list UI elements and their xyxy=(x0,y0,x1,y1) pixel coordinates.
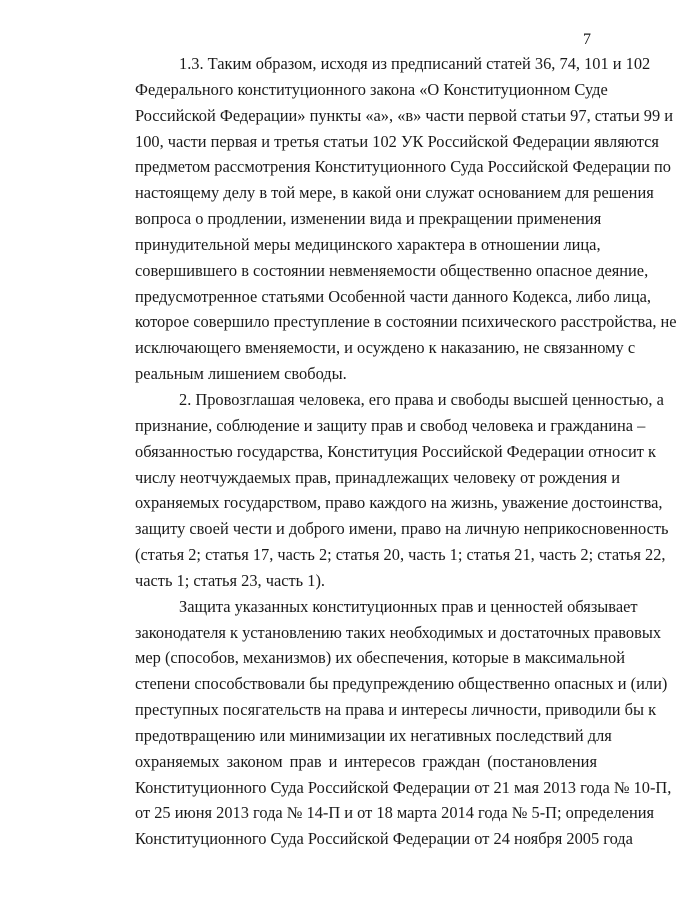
paragraph-line: настоящему делу в той мере, в какой они служат основанием для решения xyxy=(135,183,654,203)
paragraph-line: исключающего вменяемости, и осуждено к наказанию, не связанному с xyxy=(135,338,636,358)
paragraph-line: преступных посягательств на права и интересы личности, приводили бы к xyxy=(135,700,657,720)
paragraph-line: охраняемых государством, право каждого на жизнь, уважение достоинства, xyxy=(135,493,663,513)
paragraph-line: которое совершило преступление в состоянии психического расстройства, не xyxy=(135,312,677,332)
page-number: 7 xyxy=(583,31,591,48)
paragraph-line: Защита указанных конституционных прав и ценностей обязывает xyxy=(179,596,638,616)
paragraph-line: числу неотчуждаемых прав, принадлежащих человеку от рождения и xyxy=(135,467,621,487)
paragraph-line: вопроса о продлении, изменении вида и прекращении применения xyxy=(135,209,602,229)
paragraph-line: реальным лишением свободы. xyxy=(135,364,347,384)
paragraph-line: часть 1; статья 23, часть 1). xyxy=(135,570,326,590)
paragraph-line: 1.3. Таким образом, исходя из предписаний статей 36, 74, 101 и 102 xyxy=(179,54,651,73)
paragraph-line: совершившего в состоянии невменяемости общественно опасное деяние, xyxy=(135,260,649,280)
paragraph-line: предметом рассмотрения Конституционного Суда Российской Федерации по xyxy=(135,157,671,177)
paragraph-line: мер (способов, механизмов) их обеспечения, которые в максимальной xyxy=(135,648,625,668)
paragraph-line: признание, соблюдение и защиту прав и свобод человека и гражданина – xyxy=(135,415,646,435)
paragraph-line: предусмотренное статьями Особенной части данного Кодекса, либо лица, xyxy=(135,286,651,306)
paragraph-line: охраняемых законом прав и интересов граждан (постановления xyxy=(135,751,597,771)
paragraph-line: Федерального конституционного закона «О Конституционном Суде xyxy=(135,79,608,99)
paragraph-line: Конституционного Суда Российской Федерации от 21 мая 2013 года № 10-П, xyxy=(135,777,672,797)
paragraph-line: предотвращению или минимизации их негативных последствий для xyxy=(135,725,612,745)
paragraph-line: 100, части первая и третья статьи 102 УК Российской Федерации являются xyxy=(135,131,659,151)
paragraph-2 xyxy=(91,387,669,594)
paragraph-1 xyxy=(91,51,677,387)
paragraph-line: обязанностью государства, Конституция Российской Федерации относит к xyxy=(135,441,656,461)
paragraph-line: принудительной меры медицинского характера в отношении лица, xyxy=(135,234,601,254)
paragraph-line: Конституционного Суда Российской Федерации от 24 ноября 2005 года xyxy=(135,829,633,849)
paragraph-line: степени способствовали бы предупреждению общественно опасных и (или) xyxy=(135,674,668,694)
paragraph-3 xyxy=(91,594,672,852)
paragraph-line: от 25 июня 2013 года № 14-П и от 18 марта 2014 года № 5-П; определения xyxy=(135,803,655,823)
paragraph-line: Российской Федерации» пункты «а», «в» части первой статьи 97, статьи 99 и xyxy=(135,105,674,125)
paragraph-line: (статья 2; статья 17, часть 2; статья 20, часть 1; статья 21, часть 2; статья 22, xyxy=(135,545,666,565)
paragraph-line: защиту своей чести и доброго имени, право на личную неприкосновенность xyxy=(135,519,669,539)
document-body xyxy=(91,51,677,852)
paragraph-line: 2. Провозглашая человека, его права и свободы высшей ценностью, а xyxy=(179,389,664,409)
paragraph-line: законодателя к установлению таких необходимых и достаточных правовых xyxy=(135,622,662,642)
